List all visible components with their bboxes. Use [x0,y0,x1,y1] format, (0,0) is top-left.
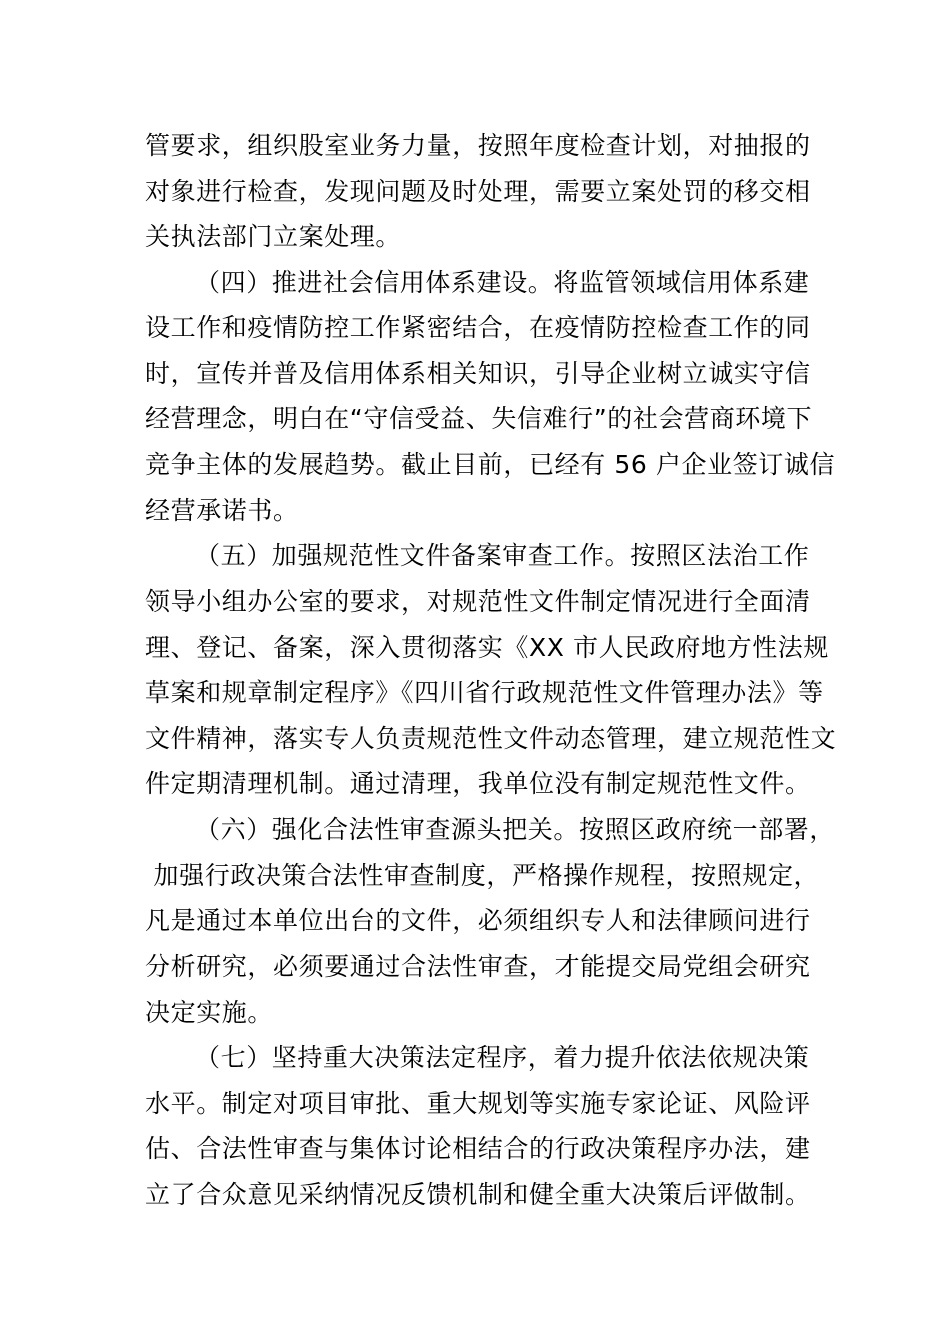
text-line: 水平。制定对项目审批、重大规划等实施专家论证、风险评 [145,1089,811,1118]
text-line: 经营承诺书。 [145,496,299,525]
text-line: 加强行政决策合法性审查制度，严格操作规程，按照规定， [145,861,820,890]
text-line: 估、合法性审查与集体讨论相结合的行政决策程序办法，建 [145,1134,811,1163]
text-line: 文件精神，落实专人负责规范性文件动态管理，建立规范性文 [145,724,837,753]
text-line: 设工作和疫情防控工作紧密结合，在疫情防控检查工作的同 [145,313,811,342]
section-heading-7: （七）坚持重大决策法定程序，着力提升依法依规决策 [195,1043,810,1072]
text-line: 决定实施。 [145,998,274,1027]
section-heading-5: （五）加强规范性文件备案审查工作。按照区法治工作 [195,541,810,570]
text-line: 件定期清理机制。通过清理，我单位没有制定规范性文件。 [145,769,811,798]
text-line: 分析研究，必须要通过合法性审查，才能提交局党组会研究 [145,952,811,981]
text-line: 经营理念，明白在“守信受益、失信难行”的社会营商环境下 [145,404,813,433]
text-line: 对象进行检查，发现问题及时处理，需要立案处罚的移交相 [145,177,811,206]
text-line: 关执法部门立案处理。 [145,222,402,251]
text-line: 理、登记、备案，深入贯彻落实《XX 市人民政府地方性法规 [145,633,830,662]
text-line: 管要求，组织股室业务力量，按照年度检查计划，对抽报的 [145,131,811,160]
section-heading-4: （四）推进社会信用体系建设。将监管领域信用体系建 [195,268,810,297]
text-line: 凡是通过本单位出台的文件，必须组织专人和法律顾问进行 [145,906,811,935]
text-line: 草案和规章制定程序》《四川省行政规范性文件管理办法》等 [145,678,824,707]
text-line: 立了合众意见采纳情况反馈机制和健全重大决策后评做制。 [145,1180,811,1209]
text-line: 时，宣传并普及信用体系相关知识，引导企业树立诚实守信 [145,359,811,388]
section-heading-6: （六）强化合法性审查源头把关。按照区政府统一部署， [195,815,836,844]
text-line: 竞争主体的发展趋势。截止目前，已经有 56 户企业签订诚信 [145,450,836,479]
text-line: 领导小组办公室的要求，对规范性文件制定情况进行全面清 [145,587,811,616]
